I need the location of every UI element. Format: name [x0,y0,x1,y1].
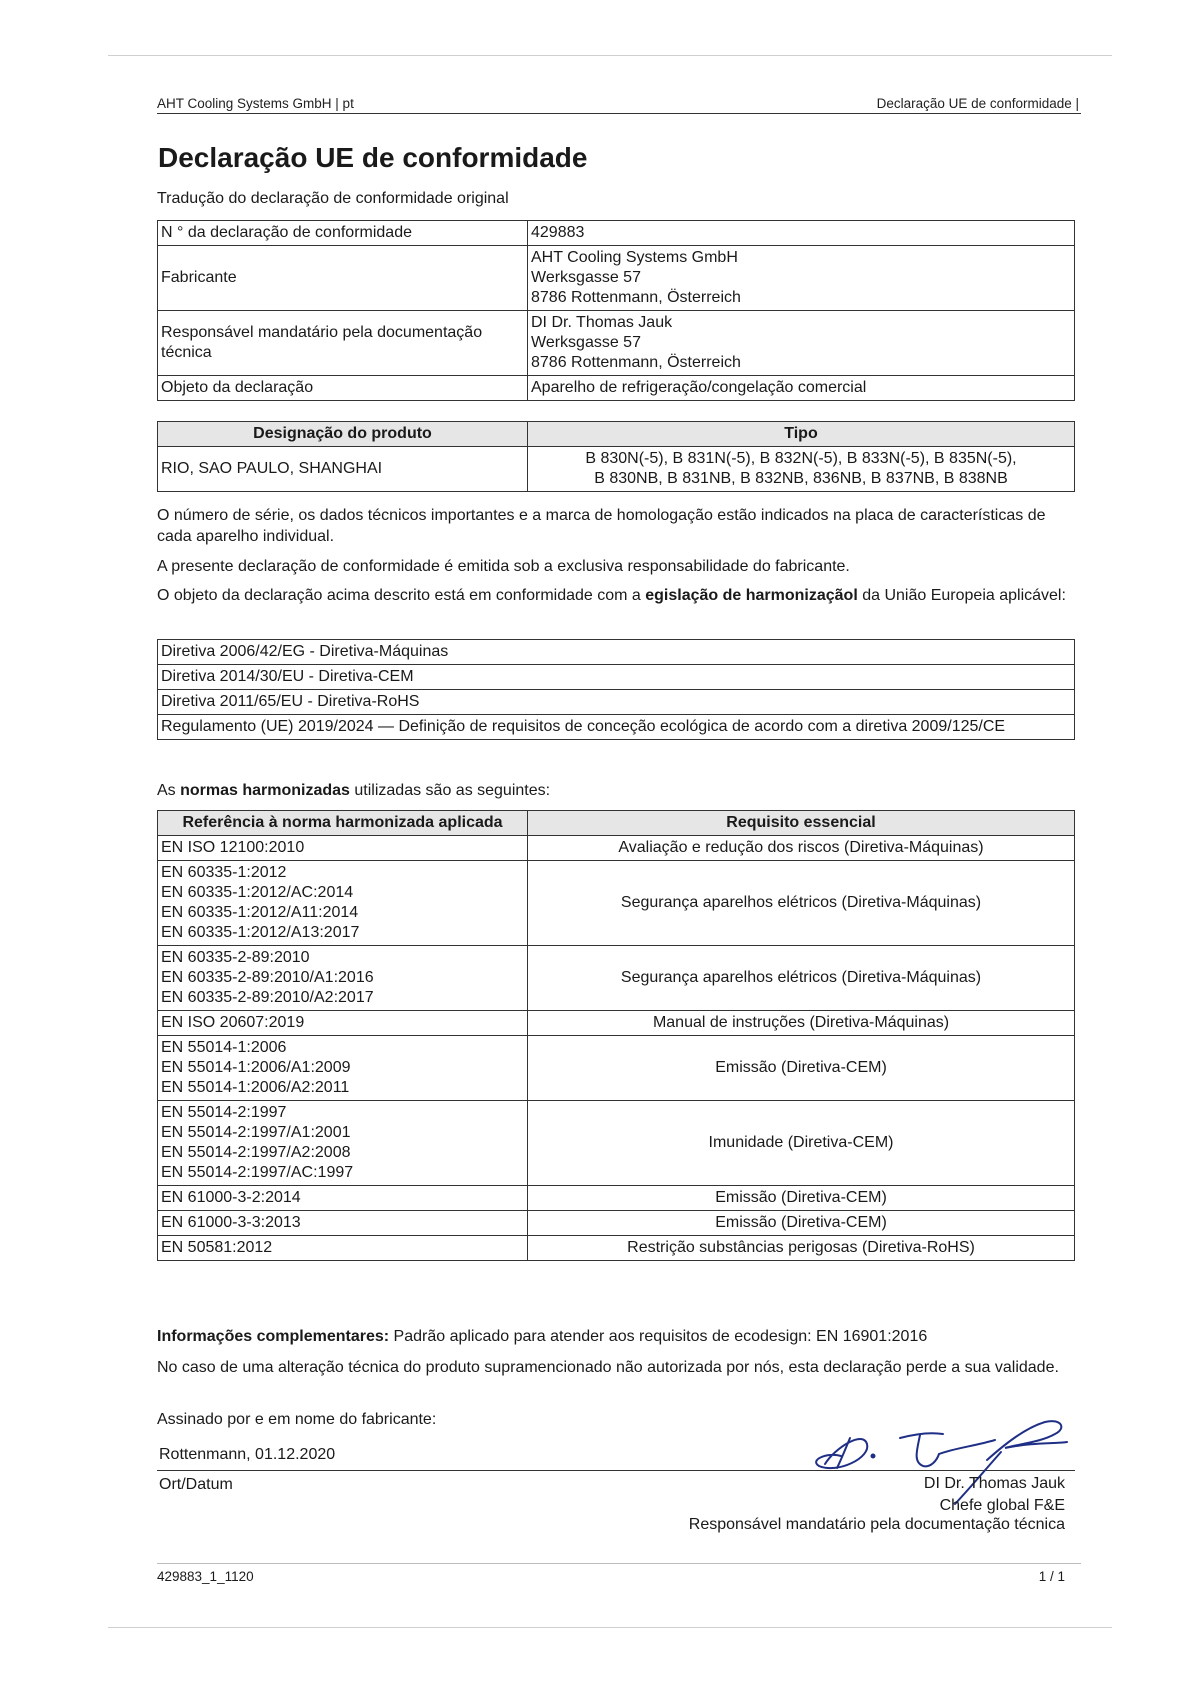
norms-intro-text: As [157,782,181,799]
header-doc-title: Declaração UE de conformidade | [876,96,1079,111]
signatory-name: DI Dr. Thomas Jauk [923,1475,1065,1492]
table-row [158,1036,1075,1101]
row-value [528,246,1075,311]
product-types [528,447,1075,492]
norm-reference: EN 55014-1:2006/A1:2009 [161,1059,351,1076]
representative-name: DI Dr. Thomas Jauk [531,314,673,331]
responsibility-paragraph: A presente declaração de conformidade é emitida sob a exclusiva responsabilidade do fabricante. [157,558,850,575]
table-header-row [158,422,1075,447]
complementary-label: Informações complementares: [157,1328,390,1345]
representative-city: 8786 Rottenmann, Österreich [531,354,741,371]
declaration-info-table [157,220,1075,401]
place-date-label: Ort/Datum [159,1476,233,1493]
table-row [158,836,1075,861]
types-line: B 830N(-5), B 831N(-5), B 832N(-5), B 833N(-5), B 835N(-5), [585,450,1017,467]
norm-reference: EN 61000-3-3:2013 [161,1214,301,1231]
product-table [157,421,1075,492]
manufacturer-street: Werksgasse 57 [531,269,641,286]
footer-divider [157,1563,1081,1564]
top-scan-rule [108,55,1112,56]
header-divider [157,113,1081,114]
signed-by-label: Assinado por e em nome do fabricante: [157,1411,437,1428]
essential-requirement: Manual de instruções (Diretiva-Máquinas) [528,1011,1075,1036]
row-label: Objeto da declaração [158,376,528,401]
table-header-row [158,811,1075,836]
table-row [158,715,1075,740]
essential-requirement: Emissão (Diretiva-CEM) [528,1211,1075,1236]
table-row [158,1011,1075,1036]
directives-table [157,639,1075,740]
norm-reference: EN 55014-1:2006/A2:2011 [161,1079,350,1096]
complementary-info [157,1326,1077,1347]
norm-reference: EN 50581:2012 [161,1239,273,1256]
table-row [158,1211,1075,1236]
signatory-function: Responsável mandatário pela documentação técnica [688,1516,1065,1533]
row-value: Aparelho de refrigeração/congelação comercial [528,376,1075,401]
norm-references [158,1186,528,1211]
directive-item: Diretiva 2006/42/EG - Diretiva-Máquinas [158,640,1075,665]
conformity-emphasis: egislação de harmonizaçãol [645,587,858,604]
norm-reference: EN 55014-2:1997/AC:1997 [161,1164,354,1181]
norm-reference: EN ISO 12100:2010 [161,839,305,856]
directive-item: Diretiva 2014/30/EU - Diretiva-CEM [158,665,1075,690]
column-header: Requisito essencial [528,811,1075,836]
harmonised-standards-table [157,810,1075,1261]
norm-reference: EN 60335-1:2012/A13:2017 [161,924,360,941]
table-row [158,665,1075,690]
norm-references [158,1236,528,1261]
row-value [528,311,1075,376]
norm-references [158,836,528,861]
table-row [158,376,1075,401]
manufacturer-name: AHT Cooling Systems GmbH [531,249,738,266]
document-id: 429883_1_1120 [157,1569,254,1584]
essential-requirement: Emissão (Diretiva-CEM) [528,1036,1075,1101]
essential-requirement: Restrição substâncias perigosas (Diretiva-RoHS) [528,1236,1075,1261]
column-header: Tipo [528,422,1075,447]
norm-reference: EN 60335-1:2012/AC:2014 [161,884,354,901]
norm-reference: EN 60335-1:2012 [161,864,287,881]
norms-body [158,836,1075,1261]
page-number: 1 / 1 [1038,1569,1065,1584]
norm-references [158,1101,528,1186]
norm-references [158,946,528,1011]
table-row [158,221,1075,246]
complementary-text: Padrão aplicado para atender aos requisitos de ecodesign: EN 16901:2016 [389,1328,928,1345]
essential-requirement: Avaliação e redução dos riscos (Diretiva-Máquinas) [528,836,1075,861]
essential-requirement: Imunidade (Diretiva-CEM) [528,1101,1075,1186]
column-header: Designação do produto [158,422,528,447]
validity-note: No caso de uma alteração técnica do produto supramencionado não autorizada por nós, esta declaração perde a sua validade. [157,1359,1059,1376]
serial-info-paragraph: O número de série, os dados técnicos importantes e a marca de homologação estão indicados na placa de características de cada aparelho individual. [157,507,1046,545]
signatory-role: Chefe global F&E [939,1497,1065,1514]
row-label: Fabricante [158,246,528,311]
norm-reference: EN 55014-2:1997/A2:2008 [161,1144,351,1161]
table-row [158,690,1075,715]
row-label: N ° da declaração de conformidade [158,221,528,246]
header-company: AHT Cooling Systems GmbH | pt [157,96,354,111]
table-row [158,946,1075,1011]
table-row [158,1101,1075,1186]
norm-references [158,861,528,946]
types-line: B 830NB, B 831NB, B 832NB, 836NB, B 837NB, B 838NB [594,470,1008,487]
norms-intro-text: utilizadas são as seguintes: [349,782,551,799]
conformity-paragraph [157,585,1077,606]
norm-reference: EN 60335-2-89:2010/A2:2017 [161,989,374,1006]
table-row [158,1186,1075,1211]
norm-reference: EN 60335-1:2012/A11:2014 [161,904,359,921]
norms-intro [157,780,1077,801]
manufacturer-city: 8786 Rottenmann, Österreich [531,289,741,306]
table-row [158,311,1075,376]
norm-reference: EN ISO 20607:2019 [161,1014,305,1031]
essential-requirement: Segurança aparelhos elétricos (Diretiva-Máquinas) [528,946,1075,1011]
norm-reference: EN 60335-2-89:2010 [161,949,310,966]
table-row [158,640,1075,665]
place-date: Rottenmann, 01.12.2020 [159,1446,336,1463]
table-row [158,447,1075,492]
table-row [158,861,1075,946]
essential-requirement: Emissão (Diretiva-CEM) [528,1186,1075,1211]
norm-references [158,1211,528,1236]
row-label: Responsável mandatário pela documentação técnica [158,311,528,376]
directive-item: Regulamento (UE) 2019/2024 — Definição de requisitos de conceção ecológica de acordo com a diretiva 2009/125/CE [158,715,1075,740]
norm-reference: EN 61000-3-2:2014 [161,1189,301,1206]
representative-street: Werksgasse 57 [531,334,641,351]
row-value: 429883 [528,221,1075,246]
norm-references [158,1036,528,1101]
norm-reference: EN 55014-2:1997 [161,1104,287,1121]
column-header: Referência à norma harmonizada aplicada [158,811,528,836]
norm-reference: EN 55014-1:2006 [161,1039,287,1056]
table-row [158,1236,1075,1261]
page-title: Declaração UE de conformidade [158,142,588,173]
conformity-text: O objeto da declaração acima descrito está em conformidade com a [157,587,646,604]
table-row [158,246,1075,311]
norm-reference: EN 60335-2-89:2010/A1:2016 [161,969,374,986]
norm-reference: EN 55014-2:1997/A1:2001 [161,1124,351,1141]
subtitle: Tradução do declaração de conformidade original [157,190,509,207]
bottom-scan-rule [108,1627,1112,1628]
essential-requirement: Segurança aparelhos elétricos (Diretiva-Máquinas) [528,861,1075,946]
product-name: RIO, SAO PAULO, SHANGHAI [158,447,528,492]
conformity-text: da União Europeia aplicável: [857,587,1066,604]
norms-intro-emphasis: normas harmonizadas [180,782,350,799]
norm-references [158,1011,528,1036]
directive-item: Diretiva 2011/65/EU - Diretiva-RoHS [158,690,1075,715]
